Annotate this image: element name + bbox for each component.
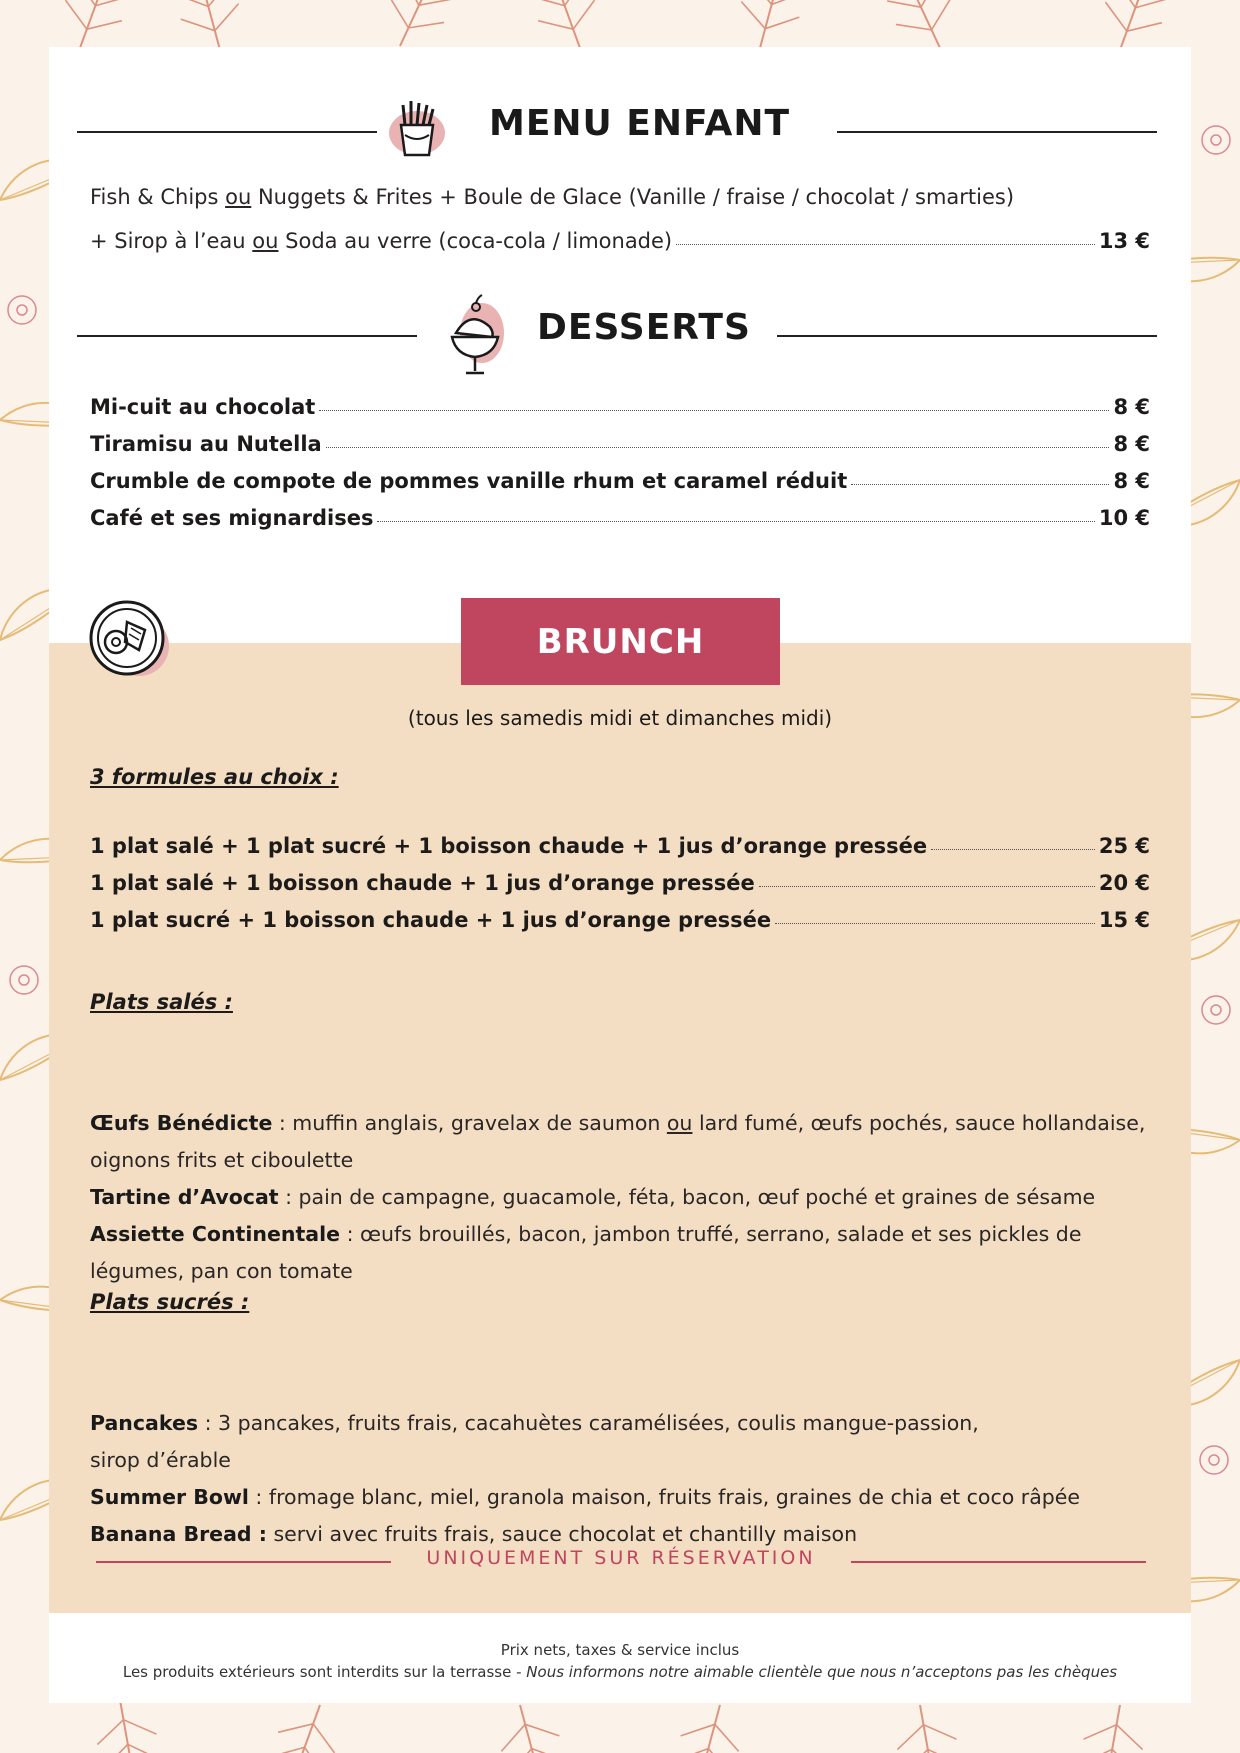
header-rule-left (77, 131, 377, 133)
formulas-heading: 3 formules au choix : (90, 765, 339, 789)
desserts-title: DESSERTS (537, 307, 751, 348)
leader-dots (377, 521, 1094, 522)
kids-line1-text-b: Nuggets & Frites + Boule de Glace (Vanille / fraise / chocolat / smarties) (251, 185, 1015, 209)
dish-name: Assiette Continentale (90, 1222, 341, 1246)
formula-label: 1 plat salé + 1 boisson chaude + 1 jus d’orange pressée (90, 871, 755, 895)
formula-item (90, 861, 1150, 895)
brunch-schedule: (tous les samedis midi et dimanches midi) (407, 706, 833, 730)
footer-policy-b: Nous informons notre aimable clientèle que nous n’acceptons pas les chèques (526, 1663, 1118, 1681)
formula-price: 20 € (1098, 871, 1150, 895)
formula-price: 15 € (1098, 908, 1150, 932)
dish-desc-cont: sirop d’érable (90, 1448, 231, 1472)
desserts-header (77, 295, 1157, 375)
leader-dots (759, 886, 1095, 887)
menu-sheet (49, 47, 1191, 1703)
kids-line1-or: ou (225, 185, 252, 209)
formula-label: 1 plat sucré + 1 boisson chaude + 1 jus d’orange pressée (90, 908, 772, 932)
formula-label: 1 plat salé + 1 plat sucré + 1 boisson chaude + 1 jus d’orange pressée (90, 834, 928, 858)
savory-heading: Plats salés : (90, 990, 233, 1014)
sweet-heading: Plats sucrés : (90, 1290, 250, 1314)
header-rule-right (837, 131, 1157, 133)
kids-line2-text-a: + Sirop à l’eau (90, 229, 253, 253)
kids-line2-label (90, 229, 672, 253)
sweet-dishes (90, 1405, 1160, 1553)
header-rule-right (777, 335, 1157, 337)
dish-name: Summer Bowl (90, 1485, 249, 1509)
dish-desc: : muffin anglais, gravelax de saumon (272, 1111, 667, 1135)
leader-dots (931, 849, 1095, 850)
dessert-price: 8 € (1113, 395, 1150, 419)
dessert-item (90, 459, 1150, 493)
brunch-title-badge (461, 598, 780, 685)
dish-or: ou (666, 1111, 693, 1135)
reservation-rule-right (851, 1561, 1146, 1563)
dish-name: Banana Bread : (90, 1522, 267, 1546)
dessert-item (90, 422, 1150, 456)
leader-dots (676, 244, 1095, 245)
sweet-item (90, 1405, 1160, 1479)
kids-line1-text-a: Fish & Chips (90, 185, 226, 209)
plate-icon (87, 600, 177, 688)
dish-desc: : 3 pancakes, fruits frais, cacahuètes caramélisées, coulis mangue-passion, (198, 1411, 979, 1435)
formula-price: 25 € (1098, 834, 1150, 858)
dish-desc: servi avec fruits frais, sauce chocolat et chantilly maison (266, 1522, 858, 1546)
formula-item (90, 824, 1150, 858)
dish-name: Œufs Bénédicte (90, 1111, 273, 1135)
reservation-text: UNIQUEMENT SUR RÉSERVATION (426, 1547, 816, 1569)
footer (49, 1613, 1191, 1703)
dessert-item (90, 385, 1150, 419)
footer-policy-a: Les produits extérieurs sont interdits sur la terrasse - (122, 1663, 527, 1681)
kids-menu-header (77, 91, 1157, 171)
savory-item (90, 1216, 1160, 1290)
dessert-price: 10 € (1098, 506, 1150, 530)
dessert-label: Tiramisu au Nutella (90, 432, 322, 456)
dish-desc: : fromage blanc, miel, granola maison, fruits frais, graines de chia et coco râpée (248, 1485, 1081, 1509)
kids-menu-title: MENU ENFANT (489, 103, 791, 144)
dessert-label: Crumble de compote de pommes vanille rhum et caramel réduit (90, 469, 848, 493)
savory-dishes (90, 1105, 1160, 1290)
footer-policy-note (49, 1663, 1191, 1681)
footer-prices-note: Prix nets, taxes & service inclus (500, 1641, 740, 1659)
dessert-price: 8 € (1113, 469, 1150, 493)
ice-cream-icon (442, 293, 510, 383)
leader-dots (775, 923, 1095, 924)
brunch-title: BRUNCH (536, 621, 705, 662)
leader-dots (326, 447, 1110, 448)
sweet-item (90, 1479, 1160, 1516)
dish-desc: : œufs brouillés, bacon, jambon truffé, serrano, salade et ses pickles de légumes, pan con tomate (90, 1222, 1082, 1283)
dish-name: Tartine d’Avocat (90, 1185, 279, 1209)
dessert-label: Mi-cuit au chocolat (90, 395, 316, 419)
dish-desc: : pain de campagne, guacamole, féta, bacon, œuf poché et graines de sésame (278, 1185, 1096, 1209)
header-rule-left (77, 335, 417, 337)
savory-item (90, 1105, 1160, 1179)
reservation-notice (96, 1547, 1146, 1577)
dish-desc-cont: lard fumé, œufs pochés, sauce hollandaise, oignons frits et ciboulette (90, 1111, 1146, 1172)
leader-dots (851, 484, 1109, 485)
kids-line2-or: ou (252, 229, 279, 253)
kids-menu-line-1 (90, 185, 1150, 209)
savory-item (90, 1179, 1160, 1216)
kids-line2-text-b: Soda au verre (coca-cola / limonade) (278, 229, 673, 253)
dessert-label: Café et ses mignardises (90, 506, 374, 530)
fries-icon (387, 99, 455, 163)
dish-name: Pancakes (90, 1411, 199, 1435)
kids-menu-price: 13 € (1098, 229, 1150, 253)
kids-menu-line-2 (90, 219, 1150, 253)
dessert-price: 8 € (1113, 432, 1150, 456)
dessert-item (90, 496, 1150, 530)
formula-item (90, 898, 1150, 932)
leader-dots (319, 410, 1109, 411)
